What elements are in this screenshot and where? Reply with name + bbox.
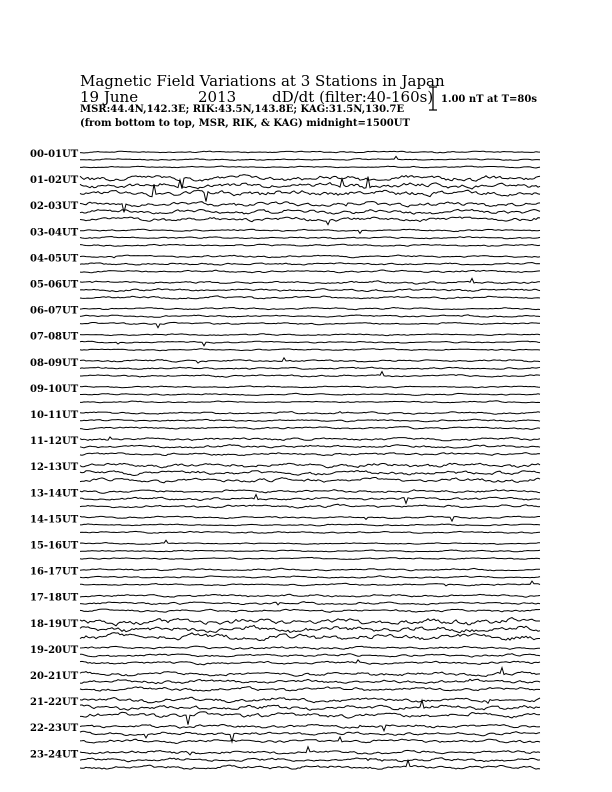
hour-label: 00-01UT xyxy=(30,149,79,160)
trace-msr xyxy=(80,372,540,378)
trace-kag xyxy=(80,668,540,677)
trace-rik xyxy=(80,550,540,552)
hour-label: 12-13UT xyxy=(30,462,79,474)
trace-msr xyxy=(80,401,540,403)
trace-msr xyxy=(80,712,540,725)
trace-rik xyxy=(80,654,540,657)
trace-kag xyxy=(80,175,540,189)
trace-kag xyxy=(80,334,540,336)
trace-rik xyxy=(80,576,540,578)
hour-label: 23-24UT xyxy=(30,749,79,761)
trace-msr xyxy=(80,166,540,168)
trace-msr xyxy=(80,217,540,225)
trace-rik xyxy=(80,209,540,214)
trace-rik xyxy=(80,524,540,526)
trace-kag xyxy=(80,747,540,755)
trace-rik xyxy=(80,341,540,346)
trace-rik xyxy=(80,367,540,369)
hour-label: 14-15UT xyxy=(30,514,79,526)
trace-rik xyxy=(80,625,540,632)
trace-msr xyxy=(80,427,540,430)
chart-quantity: dD/dt (filter:40-160s) xyxy=(272,88,434,106)
hour-label: 07-08UT xyxy=(30,331,79,343)
hour-label: 10-11UT xyxy=(30,410,79,421)
trace-rik xyxy=(80,419,540,422)
trace-kag xyxy=(80,463,540,468)
station-coordinates: MSR:44.4N,142.3E; RIK:43.5N,143.8E; KAG:31.5N,130.7E xyxy=(80,104,405,115)
trace-kag xyxy=(80,412,540,415)
hour-label: 17-18UT xyxy=(30,592,79,604)
trace-rik xyxy=(80,445,540,448)
trace-msr xyxy=(80,453,540,456)
hour-label: 05-06UT xyxy=(30,279,79,291)
trace-msr xyxy=(80,557,540,559)
trace-kag xyxy=(80,618,540,626)
trace-rik xyxy=(80,315,540,318)
trace-rik xyxy=(80,758,540,762)
trace-kag xyxy=(80,358,540,363)
trace-rik xyxy=(80,393,540,395)
hour-label: 15-16UT xyxy=(30,540,79,552)
trace-rik xyxy=(80,156,540,160)
scale-bar xyxy=(429,87,437,110)
trace-msr xyxy=(80,478,540,483)
trace-rik xyxy=(80,263,540,266)
trace-kag xyxy=(80,255,540,258)
trace-msr xyxy=(80,633,540,641)
hour-label: 21-22UT xyxy=(30,697,79,709)
trace-msr xyxy=(80,296,540,299)
trace-msr xyxy=(80,581,540,586)
trace-msr xyxy=(80,244,540,246)
trace-kag xyxy=(80,278,540,284)
trace-kag xyxy=(80,540,540,544)
trace-kag xyxy=(80,646,540,649)
hour-label: 13-14UT xyxy=(30,488,79,500)
trace-msr xyxy=(80,184,540,201)
trace-kag xyxy=(80,151,540,153)
hour-label: 11-12UT xyxy=(30,436,79,448)
hour-label: 06-07UT xyxy=(30,305,79,317)
trace-kag xyxy=(80,568,540,571)
trace-kag xyxy=(80,229,540,233)
trace-rik xyxy=(80,289,540,292)
chart-date: 19 June xyxy=(80,88,139,106)
trace-rik xyxy=(80,495,540,504)
trace-rik xyxy=(80,731,540,742)
hour-label: 02-03UT xyxy=(30,201,79,213)
trace-msr xyxy=(80,737,540,744)
trace-msr xyxy=(80,349,540,351)
hour-label: 09-10UT xyxy=(30,383,79,395)
trace-rik xyxy=(80,237,540,239)
trace-msr xyxy=(80,660,540,665)
station-order-note: (from bottom to top, MSR, RIK, & KAG) midnight=1500UT xyxy=(80,118,410,129)
trace-kag xyxy=(80,386,540,388)
chart-year: 2013 xyxy=(198,88,237,106)
hour-label: 20-21UT xyxy=(30,671,79,682)
trace-kag xyxy=(80,725,540,731)
hour-label: 22-23UT xyxy=(30,723,79,735)
hour-label: 08-09UT xyxy=(30,357,79,369)
trace-rik xyxy=(80,602,540,605)
trace-kag xyxy=(80,697,540,703)
hour-label: 18-19UT xyxy=(30,618,79,630)
hour-label: 16-17UT xyxy=(30,566,79,578)
trace-kag xyxy=(80,594,540,597)
trace-msr xyxy=(80,609,540,612)
trace-msr xyxy=(80,270,540,273)
hour-label: 01-02UT xyxy=(30,175,79,187)
trace-msr xyxy=(80,760,540,769)
scale-bar-label: 1.00 nT at T=80s xyxy=(441,94,537,105)
trace-kag xyxy=(80,490,540,494)
trace-msr xyxy=(80,504,540,508)
trace-msr xyxy=(80,531,540,533)
hour-label: 19-20UT xyxy=(30,644,79,656)
trace-rik xyxy=(80,471,540,476)
trace-kag xyxy=(80,308,540,310)
trace-kag xyxy=(80,516,540,521)
hour-label: 03-04UT xyxy=(30,227,79,239)
chart-title: Magnetic Field Variations at 3 Stations in Japan xyxy=(80,72,445,90)
trace-msr xyxy=(80,687,540,691)
trace-rik xyxy=(80,679,540,683)
trace-kag xyxy=(80,437,540,441)
trace-msr xyxy=(80,322,540,327)
hour-label: 04-05UT xyxy=(30,253,79,265)
